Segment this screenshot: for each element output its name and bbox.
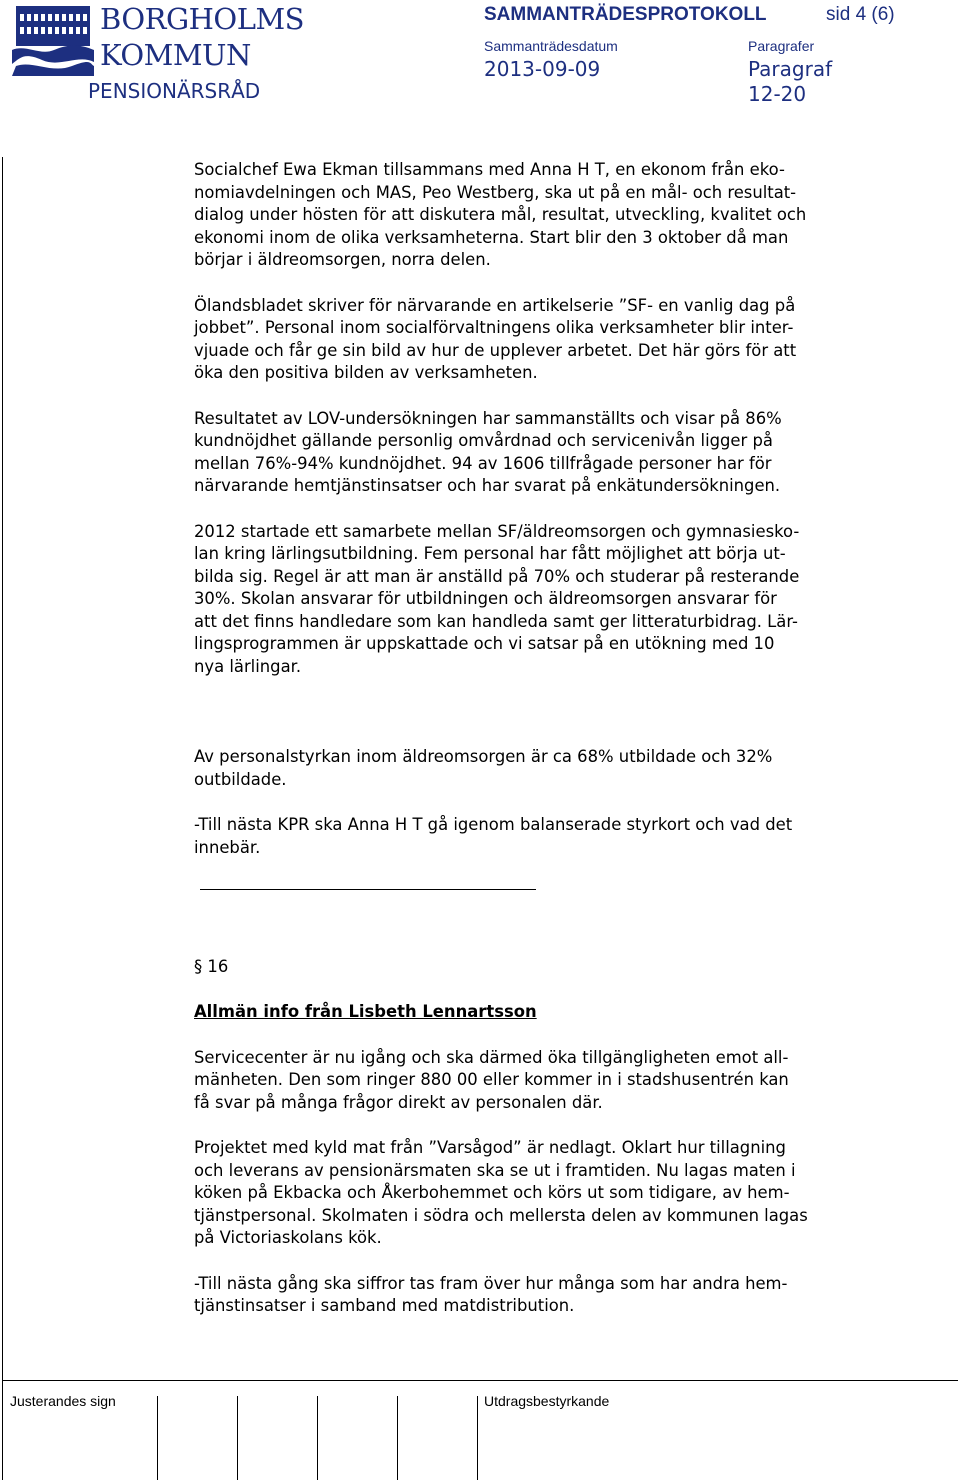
- footer-justerandes-sign: Justerandes sign: [10, 1393, 116, 1409]
- text-line: tjänstinsatser i samband med matdistribution.: [194, 1296, 575, 1316]
- text-line: kundnöjdhet gällande personlig omvårdnad och servicenivån ligger på: [194, 431, 773, 451]
- text-line: köken på Ekbacka och Åkerbohemmet och körs ut som tidigare, av hem-: [194, 1183, 790, 1203]
- text-line: närvarande hemtjänstinsatser och har svarat på enkätundersökningen.: [194, 476, 781, 496]
- text-line: nya lärlingar.: [194, 657, 302, 677]
- logo-text-kommun: KOMMUN: [100, 38, 251, 72]
- text-line: Ölandsbladet skriver för närvarande en artikelserie ”SF- en vanlig dag på: [194, 295, 796, 315]
- municipality-logo: [8, 2, 308, 78]
- spacer: [194, 701, 894, 746]
- date-label: Sammanträdesdatum: [484, 38, 618, 54]
- text-line: bilda sig. Regel är att man är anställd på 70% och studerar på resterande: [194, 566, 800, 586]
- footer-divider-1: [157, 1396, 158, 1480]
- text-line: på Victoriaskolans kök.: [194, 1228, 382, 1248]
- paragraph-label: Paragrafer: [748, 38, 815, 54]
- text-line: nomiavdelningen och MAS, Peo Westberg, ska ut på en mål- och resultat-: [194, 182, 797, 202]
- text-line: få svar på många frågor direkt av personalen där.: [194, 1092, 603, 1112]
- castle-logo-icon: [12, 4, 94, 76]
- footer-divider-4: [397, 1396, 398, 1480]
- text-line: öka den positiva bilden av verksamheten.: [194, 363, 538, 383]
- text-line: Projektet med kyld mat från ”Varsågod” är nedlagt. Oklart hur tillagning: [194, 1137, 786, 1157]
- text-line: att det finns handledare som kan handleda samt ger litteraturbidrag. Lär-: [194, 611, 798, 631]
- left-border-line: [2, 157, 3, 1480]
- text-line: mellan 76%-94% kundnöjdhet. 94 av 1606 tillfrågade personer har för: [194, 453, 772, 473]
- date-value: 2013-09-09: [484, 57, 601, 81]
- text-line: outbildade.: [194, 769, 287, 789]
- text-line: ekonomi inom de olika verksamheterna. Start blir den 3 oktober då man: [194, 227, 789, 247]
- text-line: tjänstpersonal. Skolmaten i södra och mellersta delen av kommunen lagas: [194, 1205, 808, 1225]
- section-heading: Allmän info från Lisbeth Lennartsson: [194, 1002, 537, 1022]
- text-line: innebär.: [194, 837, 261, 857]
- paragraph-food-project: [194, 1137, 894, 1250]
- paragraph-dialog: [194, 159, 894, 272]
- text-line: Av personalstyrkan inom äldreomsorgen är ca 68% utbildade och 32%: [194, 747, 773, 767]
- page-indicator: sid 4 (6): [826, 4, 895, 25]
- paragraph-apprenticeship: [194, 521, 894, 679]
- paragraph-next-kpr: [194, 814, 894, 859]
- logo-text-borgholms: BORGHOLMS: [100, 2, 305, 36]
- paragraph-value: Paragraf: [748, 57, 833, 81]
- text-line: Servicecenter är nu igång och ska därmed öka tillgängligheten emot all-: [194, 1047, 789, 1067]
- text-line: lan kring lärlingsutbildning. Fem personal har fått möjlighet att börja ut-: [194, 544, 786, 564]
- text-line: 30%. Skolan ansvarar för utbildningen och äldreomsorgen ansvarar för: [194, 589, 777, 609]
- text-line: 2012 startade ett samarbete mellan SF/äldreomsorgen och gymnasiesko-: [194, 521, 800, 541]
- protocol-body: [194, 159, 894, 1340]
- text-line: dialog under hösten för att diskutera mål, resultat, utveckling, kvalitet och: [194, 205, 807, 225]
- text-line: mänheten. Den som ringer 880 00 eller kommer in i stadshusentrén kan: [194, 1070, 789, 1090]
- footer-divider-2: [237, 1396, 238, 1480]
- footer-utdragsbestyrkande: Utdragsbestyrkande: [484, 1393, 610, 1409]
- paragraph-olandsbladet: [194, 295, 894, 385]
- text-line: Resultatet av LOV-undersökningen har sammanställts och visar på 86%: [194, 408, 782, 428]
- footer-divider-5: [477, 1396, 478, 1480]
- text-line: vjuade och får ge sin bild av hur de upplever arbetet. Det här görs för att: [194, 340, 797, 360]
- section-number: § 16: [194, 957, 229, 977]
- text-line: lingsprogrammen är uppskattade och vi satsar på en utökning med 10: [194, 634, 775, 654]
- text-line: Socialchef Ewa Ekman tillsammans med Anna H T, en ekonom från eko-: [194, 160, 785, 179]
- text-line: och leverans av pensionärsmaten ska se ut i framtiden. Nu lagas maten i: [194, 1160, 796, 1180]
- paragraph-staff-education: [194, 746, 894, 791]
- protocol-title: SAMMANTRÄDESPROTOKOLL: [484, 4, 767, 25]
- paragraph-range: 12-20: [748, 82, 807, 106]
- text-line: jobbet”. Personal inom socialförvaltningens olika verksamheter blir inter-: [194, 318, 794, 338]
- paragraph-servicecenter: [194, 1047, 894, 1115]
- paragraph-next-time: [194, 1273, 894, 1318]
- text-line: -Till nästa KPR ska Anna H T gå igenom balanserade styrkort och vad det: [194, 815, 793, 835]
- text-line: -Till nästa gång ska siffror tas fram över hur många som har andra hem-: [194, 1273, 788, 1293]
- section-separator-line: [200, 889, 536, 890]
- footer-divider-3: [317, 1396, 318, 1480]
- department-name: PENSIONÄRSRÅD: [88, 79, 261, 103]
- footer-separator: [2, 1380, 958, 1381]
- paragraph-lov-survey: [194, 408, 894, 498]
- text-line: börjar i äldreomsorgen, norra delen.: [194, 250, 491, 270]
